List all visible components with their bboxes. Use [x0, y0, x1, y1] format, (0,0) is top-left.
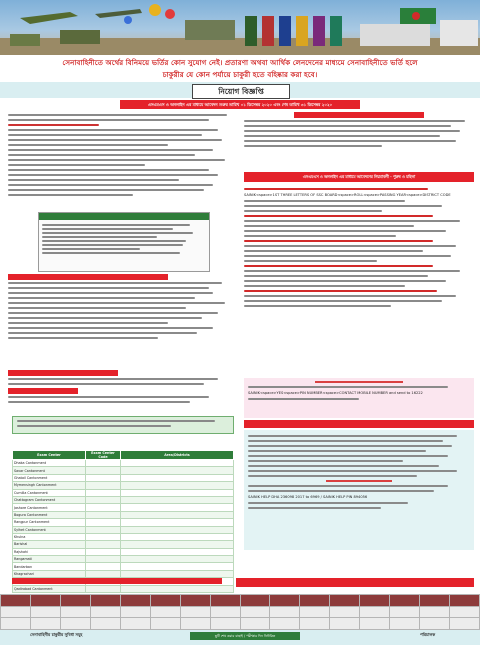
exam-center-code	[86, 489, 121, 496]
exam-center-area	[121, 489, 234, 496]
exam-center-name: Jashore Cantonment	[13, 504, 86, 511]
exam-center-code	[86, 526, 121, 533]
exam-center-area	[121, 474, 234, 481]
exam-center-area	[121, 496, 234, 503]
exam-center-row	[13, 467, 234, 474]
sms-format-example: SAINIK<space>1ST THREE LETTERS OF SSC BOARD<space>ROLL<space>PASSING YEAR<space>DISTRICT CODE	[244, 193, 451, 197]
exam-center-area	[121, 482, 234, 489]
exam-center-name: Khagrachari	[13, 570, 86, 577]
warning-heading-line1: সেনাবাহিনীতে অর্থের বিনিময়ে ভর্তির কোন সুযোগ নেই। প্রতারণা অথবা আর্থিক লেনদেনের মাধ্যমে সেনাবাহিনীতে ভর্তি হলে	[62, 58, 418, 67]
sms-application-steps	[244, 186, 474, 374]
exam-center-row	[13, 519, 234, 526]
exam-center-area	[121, 541, 234, 548]
exam-center-area	[121, 570, 234, 577]
application-rules-heading: এসএমএস ও অনলাইন এর মাধ্যমে আবেদনের নিয়মাবলী - পুরুষ ও মহিলা	[244, 172, 474, 182]
exam-center-code	[86, 511, 121, 518]
exam-center-name: Khulna	[13, 533, 86, 540]
deadline-banner: এসএমএস ও অনলাইন এর মাধ্যমে আবেদন শুরুর তারিখ ০১ ডিসেম্বর ২০২০ এবং শেষ তারিখ ৩১ ডিসেম্বর ২০২০	[120, 100, 360, 109]
exam-center-row	[13, 548, 234, 555]
exam-center-row	[13, 511, 234, 518]
exam-center-row	[13, 556, 234, 563]
exam-center-name: Savar Cantonment	[13, 467, 86, 474]
exam-center-code	[86, 482, 121, 489]
exam-center-code	[86, 496, 121, 503]
exam-center-area	[121, 563, 234, 570]
exam-center-note-box	[12, 416, 234, 434]
right-intro-section	[244, 112, 474, 170]
exam-center-row	[13, 489, 234, 496]
exam-center-row	[13, 533, 234, 540]
exam-schedule-table	[0, 594, 480, 630]
exam-center-name: Bogura Cantonment	[13, 511, 86, 518]
table-footnote	[12, 578, 234, 590]
exam-center-row	[13, 482, 234, 489]
footer-benefits-caption: সেনাবাহিনীর চাকুরীর সুবিধা সমূহ	[30, 632, 83, 637]
exam-center-code	[86, 519, 121, 526]
exam-center-area	[121, 526, 234, 533]
left-exam-info-section	[8, 370, 236, 415]
exam-center-name: Bandarban	[13, 563, 86, 570]
exam-center-area	[121, 556, 234, 563]
exam-center-area	[121, 467, 234, 474]
footer-mid-caption: ছুটি শেষ করার বাছাই / পরীক্ষার দিন নির্ধারিত	[190, 632, 300, 640]
exam-center-name: Dhaka Cantonment	[13, 460, 86, 467]
exam-center-name: Qadirabad Cantonment	[13, 585, 86, 592]
confirmation-sms-box	[244, 378, 474, 418]
exam-center-name: Rangpur Cantonment	[13, 519, 86, 526]
exam-center-row	[13, 563, 234, 570]
exam-center-area	[121, 460, 234, 467]
exam-center-code	[86, 563, 121, 570]
exam-center-row	[13, 504, 234, 511]
exam-center-code	[86, 504, 121, 511]
exam-center-code	[86, 556, 121, 563]
footer-strip	[0, 630, 480, 645]
physical-standards-table	[38, 212, 210, 272]
exam-center-name: Barishal	[13, 541, 86, 548]
helpline-bar	[236, 578, 474, 587]
exam-center-table	[12, 450, 234, 593]
confirm-sms-example: SAINIK<space>YES<space>PIN NUMBER<space>CONTACT MOBILE NUMBER and send to 16222	[248, 391, 423, 395]
exam-center-code	[86, 460, 121, 467]
exam-center-name: Rangamati	[13, 556, 86, 563]
exam-center-row	[13, 541, 234, 548]
exam-center-name: Rajshahi	[13, 548, 86, 555]
exam-center-code	[86, 570, 121, 577]
left-documents-section	[8, 274, 236, 369]
exam-center-code	[86, 474, 121, 481]
exam-center-area	[121, 511, 234, 518]
exam-center-code	[86, 467, 121, 474]
exam-center-area	[121, 519, 234, 526]
exam-center-row	[13, 526, 234, 533]
exam-center-code	[86, 548, 121, 555]
exam-table-header-area: Area/Districts	[121, 451, 234, 460]
banner-illustration	[0, 0, 480, 55]
exam-center-row	[13, 570, 234, 577]
pin-warning-bar	[244, 420, 474, 428]
warning-heading-line2: চাকুরীর যে কোন পর্যায়ে চাকুরী হতে বহিষ্কার করা হবে।	[162, 70, 318, 79]
footer-director-caption: পরিচালক	[420, 632, 436, 637]
exam-table-header-center: Exam Center	[13, 451, 86, 460]
notice-title: নিয়োগ বিজ্ঞপ্তি	[192, 84, 290, 99]
exam-center-area	[121, 548, 234, 555]
help-sms-example: SAINIK HELP DHA 236098 2017 to 6969 / SAINIK HELP PIN 894056	[248, 495, 368, 499]
exam-center-name: Sylhet Cantonment	[13, 526, 86, 533]
header-banner-image	[0, 0, 480, 55]
exam-center-code	[86, 533, 121, 540]
exam-center-area	[121, 533, 234, 540]
exam-center-name: Ghatail Cantonment	[13, 474, 86, 481]
exam-table-header-code: Exam Center Code	[86, 451, 121, 460]
exam-center-row	[13, 460, 234, 467]
exam-center-name: Cumilla Cantonment	[13, 489, 86, 496]
exam-center-name: Mymensingh Cantonment	[13, 482, 86, 489]
online-application-box	[244, 430, 474, 550]
exam-center-name: Chattogram Cantonment	[13, 496, 86, 503]
exam-center-row	[13, 474, 234, 481]
exam-center-code	[86, 541, 121, 548]
exam-center-row	[13, 496, 234, 503]
exam-center-area	[121, 504, 234, 511]
